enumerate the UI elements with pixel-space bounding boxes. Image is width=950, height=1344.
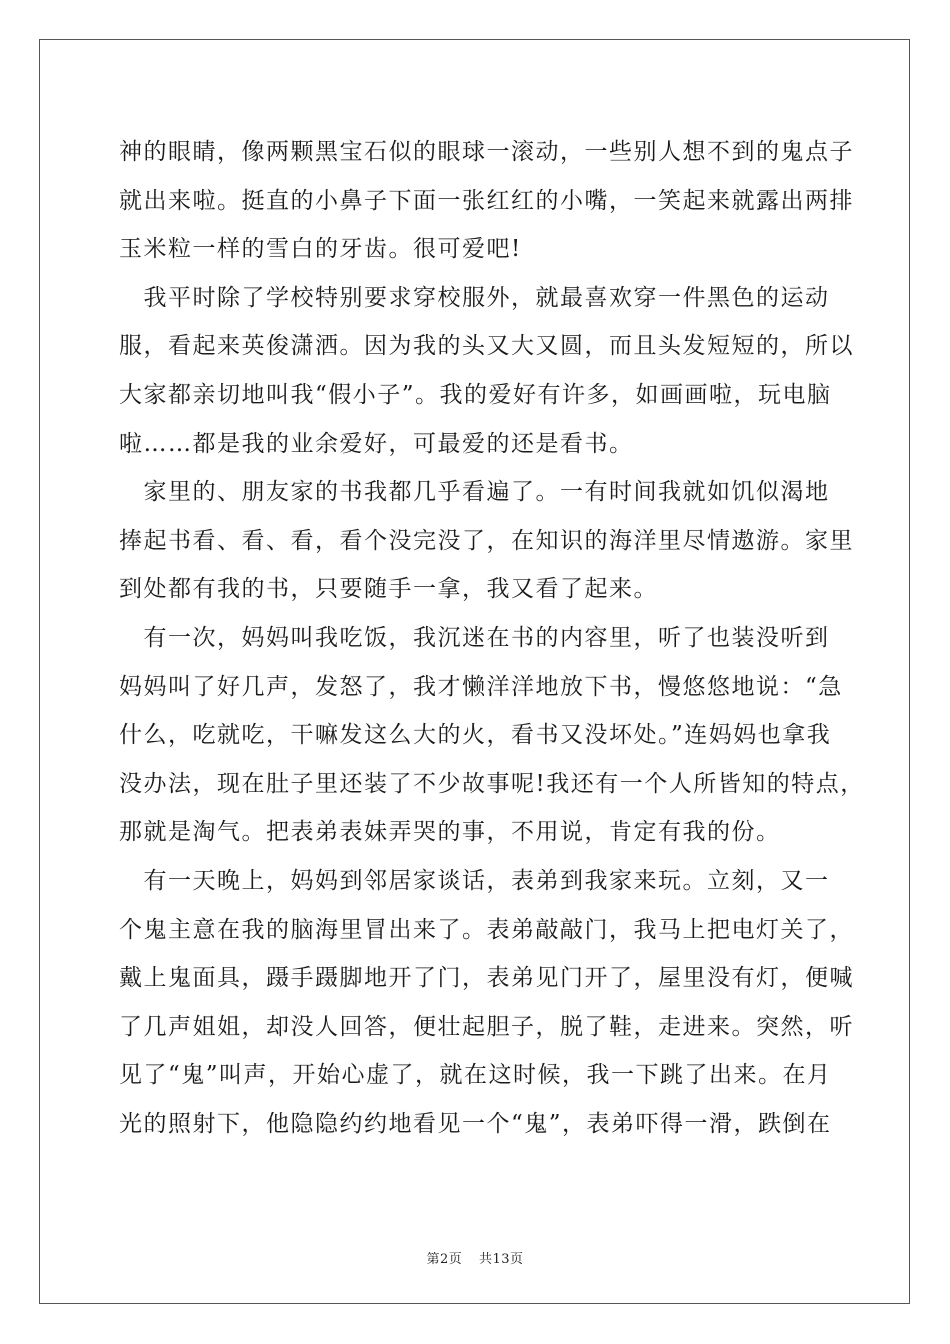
text-line: 服，看起来英俊潇洒。因为我的头又大又圆，而且头发短短的，所以 bbox=[119, 333, 854, 360]
text-line: 了几声姐姐，却没人回答，便壮起胆子，脱了鞋，走进来。突然，听 bbox=[119, 1013, 854, 1040]
text-line: 神的眼睛，像两颗黑宝石似的眼球一滚动，一些别人想不到的鬼点子 bbox=[119, 139, 854, 165]
text-line: 光的照射下，他隐隐约约地看见一个“鬼”，表弟吓得一滑，跌倒在 bbox=[119, 1110, 832, 1137]
page-total: 共13页 bbox=[478, 1252, 524, 1267]
page-number: 第2页 bbox=[426, 1252, 463, 1267]
text-line: 玉米粒一样的雪白的牙齿。很可爱吧! bbox=[119, 236, 522, 263]
text-line: 到处都有我的书，只要随手一拿，我又看了起来。 bbox=[119, 576, 658, 603]
text-line: 妈妈叫了好几声，发怒了，我才懒洋洋地放下书，慢悠悠地说：“急 bbox=[119, 673, 843, 700]
text-line: 什么，吃就吃，干嘛发这么大的火，看书又没坏处。”连妈妈也拿我 bbox=[119, 722, 832, 749]
text-line: 有一次，妈妈叫我吃饭，我沉迷在书的内容里，听了也装没听到 bbox=[119, 624, 830, 651]
text-line: 我平时除了学校特别要求穿校服外，就最喜欢穿一件黑色的运动 bbox=[119, 284, 830, 311]
text-line: 见了“鬼”叫声，开始心虚了，就在这时候，我一下跳了出来。在月 bbox=[119, 1062, 832, 1089]
text-line: 有一天晚上，妈妈到邻居家谈话，表弟到我家来玩。立刻，又一 bbox=[119, 867, 830, 894]
text-line: 啦……都是我的业余爱好，可最爱的还是看书。 bbox=[119, 430, 634, 457]
text-line: 没办法，现在肚子里还装了不少故事呢!我还有一个人所皆知的特点， bbox=[119, 770, 865, 797]
text-line: 大家都亲切地叫我“假小子”。我的爱好有许多，如画画啦，玩电脑 bbox=[119, 381, 832, 408]
text-line: 戴上鬼面具，蹑手蹑脚地开了门，表弟见门开了，屋里没有灯，便喊 bbox=[119, 965, 854, 992]
text-line: 个鬼主意在我的脑海里冒出来了。表弟敲敲门，我马上把电灯关了， bbox=[119, 916, 854, 943]
text-line: 那就是淘气。把表弟表妹弄哭的事，不用说，肯定有我的份。 bbox=[119, 819, 781, 846]
text-line: 就出来啦。挺直的小鼻子下面一张红红的小嘴，一笑起来就露出两排 bbox=[119, 187, 854, 214]
text-line: 家里的、朋友家的书我都几乎看遍了。一有时间我就如饥似渴地 bbox=[119, 479, 830, 506]
page-footer bbox=[0, 1248, 950, 1267]
text-line: 捧起书看、看、看，看个没完没了，在知识的海洋里尽情遨游。家里 bbox=[119, 527, 854, 554]
document-body bbox=[119, 128, 865, 1148]
